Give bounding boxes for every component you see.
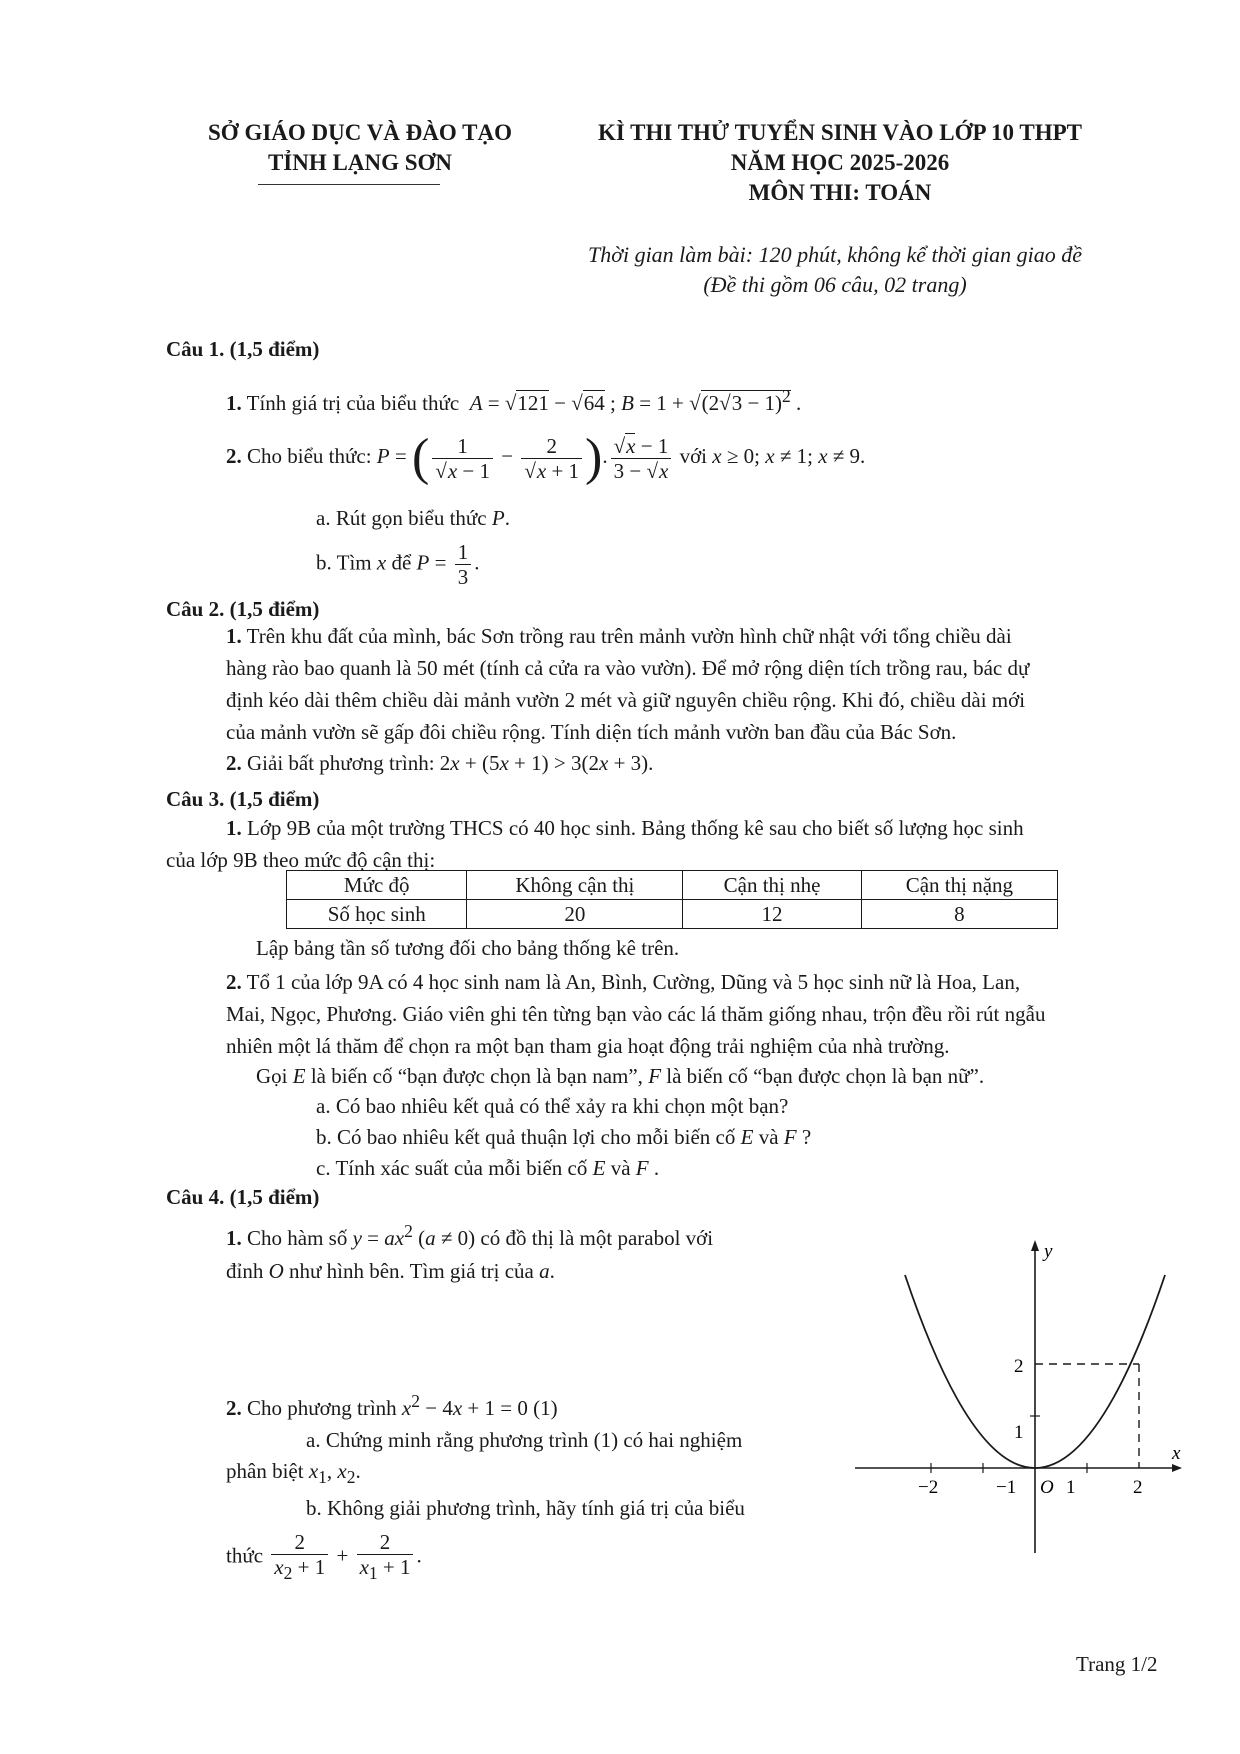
exam-subject: MÔN THI: TOÁN — [748, 180, 932, 205]
q4-part2-b-line2: thức $\frac{2}{x_2 + 1}$ + $\frac{2}{x_1 + 1}$ . — [226, 1530, 422, 1584]
q3-part2: 2. Tổ 1 của lớp 9A có 4 học sinh nam là An, Bình, Cường, Dũng và 5 học sinh nữ là Hoa, Lan, — [226, 970, 1021, 994]
q1-part2-a-text: a. Rút gọn biểu thức — [316, 506, 487, 530]
y-axis-label: y — [1044, 1241, 1053, 1262]
q3-event-f-def: là biến cố “bạn được chọn là bạn nữ”. — [666, 1064, 985, 1088]
q3-event-e-def: là biến cố “bạn được chọn là bạn nam”, — [310, 1064, 643, 1088]
x-axis-label: x — [1172, 1443, 1181, 1464]
q3-part2-c: c. Tính xác suất của mỗi biến cố E và F . — [316, 1156, 660, 1180]
table-cell: Số học sinh — [287, 900, 467, 929]
x-tick-label: 1 — [1066, 1477, 1076, 1498]
q1-part1 — [226, 380, 801, 420]
q3-part2-line3: nhiên một lá thăm để chọn ra một bạn tham gia hoạt động trải nghiệm của nhà trường. — [226, 1034, 950, 1058]
q1-expression-a: A = √121 − √64 ; $B = 1 + √(2√3 - 1)^2$ . — [469, 386, 802, 415]
question-4-title: Câu 4. (1,5 điểm) — [166, 1185, 320, 1209]
table-cell: 12 — [683, 900, 861, 929]
q3-part1: 1. Lớp 9B của một trường THCS có 40 học sinh. Bảng thống kê sau cho biết số lượng học sinh — [226, 816, 1024, 840]
q4-vertex-word: đỉnh — [226, 1259, 264, 1283]
page-number: Trang 1/2 — [1076, 1652, 1158, 1676]
q3-part1-line1: Lớp 9B của một trường THCS có 40 học sinh. Bảng thống kê sau cho biết số lượng học sinh — [247, 816, 1024, 840]
q4-part1-text-b: có đồ thị là một parabol với — [480, 1226, 714, 1250]
y-axis-arrow — [1031, 1240, 1039, 1251]
y-tick-label: 2 — [1014, 1356, 1024, 1377]
q1-part2-text: Cho biểu thức: — [247, 443, 372, 468]
q2-part2: 2. Giải bất phương trình: 2x + (5x + 1) > 3(2x + 3). — [226, 751, 654, 775]
q4-part1: 1. Cho hàm số $y = ax^2$ (a ≠ 0) có đồ thị là một parabol với — [226, 1221, 714, 1250]
q1-part2-b: b. Tìm x để P = $\frac{1}{3}$ . — [316, 540, 480, 589]
parabola-graph — [850, 1235, 1190, 1555]
q3-part2-b: b. Có bao nhiêu kết quả thuận lợi cho mỗi biến cố E và F ? — [316, 1125, 812, 1149]
q2-part1-line4: của mảnh vườn sẽ gấp đôi chiều rộng. Tính diện tích mảnh vườn ban đầu của Bác Sơn. — [226, 720, 957, 744]
department-line-2: TỈNH LẠNG SƠN — [267, 150, 453, 175]
q3-part2-line2: Mai, Ngọc, Phương. Giáo viên ghi tên từng bạn vào các lá thăm giống nhau, trộn đều rồi rút ngẫu — [226, 1002, 1046, 1026]
q4-distinct-word: phân biệt — [226, 1459, 304, 1483]
q3-part2-line1: Tổ 1 của lớp 9A có 4 học sinh nam là An, Bình, Cường, Dũng và 5 học sinh nữ là Hoa, Lan, — [246, 970, 1021, 994]
q4-part2: 2. Cho phương trình $x^2 - 4x + 1 = 0$ (1) — [226, 1391, 558, 1420]
q1-part2-a: a. Rút gọn biểu thức P. — [316, 506, 510, 530]
exam-duration: Thời gian làm bài: 120 phút, không kể thời gian giao đề — [587, 242, 1082, 267]
y-tick-label: 1 — [1014, 1422, 1024, 1443]
q1-part2-b-text: b. Tìm — [316, 550, 372, 575]
department-line-1: SỞ GIÁO DỤC VÀ ĐÀO TẠO — [208, 120, 512, 145]
q4-part1-text-a: Cho hàm số — [247, 1226, 348, 1250]
q4-part2-a-line1: a. Chứng minh rằng phương trình (1) có hai nghiệm — [306, 1428, 743, 1452]
table-cell: 20 — [467, 900, 683, 929]
q4-part2-text: Cho phương trình — [247, 1396, 397, 1420]
origin-label: O — [1040, 1477, 1054, 1498]
q4-part2-a-line2: phân biệt $x_1$, $x_2$. — [226, 1459, 361, 1488]
q1-expression-p: P = ( $\frac{1}{√x - 1}$ − $\frac{2}{√x + 1}$ ). $\frac{√x - 1}{3 - √x}$ — [377, 444, 675, 468]
q3-part2-a: a. Có bao nhiêu kết quả có thể xảy ra khi chọn một bạn? — [316, 1094, 789, 1118]
q2-part1-line2: hàng rào bao quanh là 50 mét (tính cả cửa ra vào vườn). Để mở rộng diện tích trồng rau, bác dự — [226, 656, 1030, 680]
question-1-title: Câu 1. (1,5 điểm) — [166, 337, 320, 361]
department-name — [150, 118, 570, 178]
q2-part1: 1. Trên khu đất của mình, bác Sơn trồng rau trên mảnh vườn hình chữ nhật với tổng chiều dài — [226, 624, 1012, 648]
school-year: NĂM HỌC 2025-2026 — [730, 150, 950, 175]
x-tick-label: 2 — [1133, 1477, 1143, 1498]
exam-header — [560, 118, 1120, 208]
table-header-cell: Mức độ — [287, 871, 467, 900]
q2-part1-line3: định kéo dài thêm chiều dài mảnh vườn 2 mét và giữ nguyên chiều rộng. Khi đó, chiều dài mới — [226, 688, 1026, 712]
q1-part1-text: Tính giá trị của biểu thức — [246, 391, 460, 415]
q1-part2 — [226, 429, 866, 486]
q3-part2-line4: Gọi E là biến cố “bạn được chọn là bạn nam”, F là biến cố “bạn được chọn là bạn nữ”. — [256, 1064, 985, 1088]
table-header-row — [287, 871, 1058, 900]
table-row — [287, 900, 1058, 929]
table-cell: 8 — [861, 900, 1057, 929]
q3-and-word: và — [610, 1156, 631, 1180]
q1-condition: x ≥ 0; x ≠ 1; x ≠ 9. — [712, 443, 866, 468]
q2-part2-text: Giải bất phương trình: — [247, 751, 435, 775]
department-underline — [258, 184, 440, 185]
exam-structure: (Đề thi gồm 06 câu, 02 trang) — [703, 272, 967, 297]
x-tick-label: −2 — [918, 1477, 939, 1498]
q1-condition-word: với — [679, 443, 708, 468]
q4-part1-line2: đỉnh O như hình bên. Tìm giá trị của a. — [226, 1259, 555, 1283]
q3-part2-c-text: c. Tính xác suất của mỗi biến cố — [316, 1156, 588, 1180]
q1-part1-number: 1. — [226, 391, 242, 415]
table-header-cell: Cận thị nhẹ — [683, 871, 861, 900]
q4-equation: $x^2 - 4x + 1 = 0$ (1) — [401, 1391, 558, 1420]
x-tick-label: −1 — [996, 1477, 1017, 1498]
q4-part1-line2-text: như hình bên. Tìm giá trị của — [289, 1259, 534, 1283]
table-header-cell: Cận thị nặng — [861, 871, 1057, 900]
question-3-title: Câu 3. (1,5 điểm) — [166, 787, 320, 811]
q4-function: $y = ax^2$ (a ≠ 0) — [352, 1221, 481, 1250]
q3-part2-b-text: b. Có bao nhiêu kết quả thuận lợi cho mỗi biến cố — [316, 1125, 736, 1149]
q3-define-word: Gọi — [256, 1064, 288, 1088]
x-axis-arrow — [1172, 1464, 1182, 1472]
myopia-table — [286, 870, 1058, 929]
table-header-cell: Không cận thị — [467, 871, 683, 900]
q4-expression-word: thức — [226, 1543, 264, 1568]
q1-part2-b-text2: để — [391, 550, 412, 575]
q3-part1-line2: của lớp 9B theo mức độ cận thị: — [166, 848, 436, 872]
q3-part1-task: Lập bảng tần số tương đối cho bảng thống kê trên. — [256, 936, 680, 960]
q3-and-word: và — [758, 1125, 779, 1149]
question-2-title: Câu 2. (1,5 điểm) — [166, 597, 320, 621]
q2-inequality: 2x + (5x + 1) > 3(2x + 3). — [439, 751, 654, 775]
exam-title: KÌ THI THỬ TUYỂN SINH VÀO LỚP 10 THPT — [598, 120, 1082, 145]
q1-part2-number: 2. — [226, 443, 242, 468]
q4-part2-b-line1: b. Không giải phương trình, hãy tính giá trị của biểu — [306, 1496, 745, 1520]
exam-info — [540, 240, 1130, 300]
q2-part1-line1: Trên khu đất của mình, bác Sơn trồng rau trên mảnh vườn hình chữ nhật với tổng chiều dài — [246, 624, 1012, 648]
